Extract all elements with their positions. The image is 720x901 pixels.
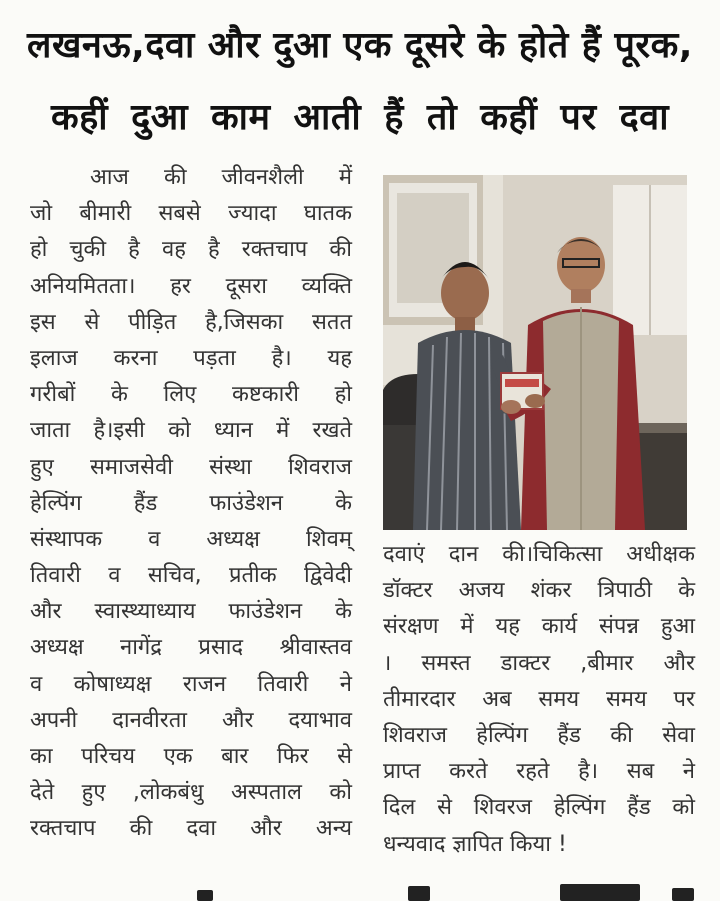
article-line: गरीबों के लिए कष्टकारी हो	[30, 382, 352, 408]
article-line: आज की जीवनशैली में	[90, 165, 352, 190]
article-line: । समस्त डाक्टर ,बीमार और	[383, 650, 695, 676]
news-photo-icon	[383, 175, 687, 530]
cropped-glyph	[197, 890, 213, 901]
article-line: अध्यक्ष नागेंद्र प्रसाद श्रीवास्तव	[30, 635, 352, 661]
article-line: हेल्पिंग हैंड फाउंडेशन के	[30, 490, 352, 516]
headline-line-2: कहीं दुआ काम आती हैं तो कहीं पर दवा	[50, 97, 670, 138]
article-line: अनियमितता। हर दूसरा व्यक्ति	[30, 273, 352, 299]
cropped-glyph	[672, 888, 694, 901]
article-line: हुए समाजसेवी संस्था शिवराज	[30, 454, 352, 480]
article-line: शिवराज हेल्पिंग हैंड की सेवा	[383, 722, 695, 748]
article-line: अपनी दानवीरता और दयाभाव	[30, 707, 352, 733]
article-line: दवाएं दान की।चिकित्सा अधीक्षक	[383, 542, 695, 567]
article-line: तिवारी व सचिव, प्रतीक द्विवेदी	[30, 563, 352, 589]
news-photo	[383, 175, 687, 530]
article-line: देते हुए ,लोकबंधु अस्पताल को	[30, 780, 352, 806]
article-line: जाता है।इसी को ध्यान में रखते	[30, 418, 352, 444]
cropped-glyph	[560, 884, 640, 901]
article-line: प्राप्त करते रहते है। सब ने	[383, 759, 695, 785]
headline-line-1: लखनऊ,दवा और दुआ एक दूसरे के होते हैं पूरक,	[27, 25, 693, 66]
article-line: जो बीमारी सबसे ज्यादा घातक	[30, 201, 352, 227]
article-line: संस्थापक व अध्यक्ष शिवम्	[30, 526, 352, 552]
article-line: धन्यवाद ज्ञापित किया !	[383, 831, 567, 857]
article-line: तीमारदार अब समय समय पर	[383, 686, 695, 712]
article-right-column	[383, 537, 695, 863]
article-line: संरक्षण में यह कार्य संपन्न हुआ	[383, 614, 695, 640]
cropped-next-headline	[0, 880, 720, 901]
article-line: डॉक्टर अजय शंकर त्रिपाठी के	[383, 578, 695, 604]
article-line: इस से पीड़ित है,जिसका सतत	[30, 309, 352, 335]
article-line: हो चुकी है वह है रक्तचाप की	[30, 237, 352, 263]
article-line: का परिचय एक बार फिर से	[30, 744, 352, 769]
article-line: इलाज करना पड़ता है। यह	[30, 345, 352, 371]
article-line: और स्वास्थ्याध्याय फाउंडेशन के	[30, 599, 352, 625]
cropped-glyph	[408, 886, 430, 901]
article-line: रक्तचाप की दवा और अन्य	[30, 816, 352, 842]
article-line: व कोषाध्यक्ष राजन तिवारी ने	[30, 671, 352, 697]
article-line: दिल से शिवरज हेल्पिंग हैंड को	[383, 795, 695, 821]
article-left-column	[30, 160, 352, 848]
